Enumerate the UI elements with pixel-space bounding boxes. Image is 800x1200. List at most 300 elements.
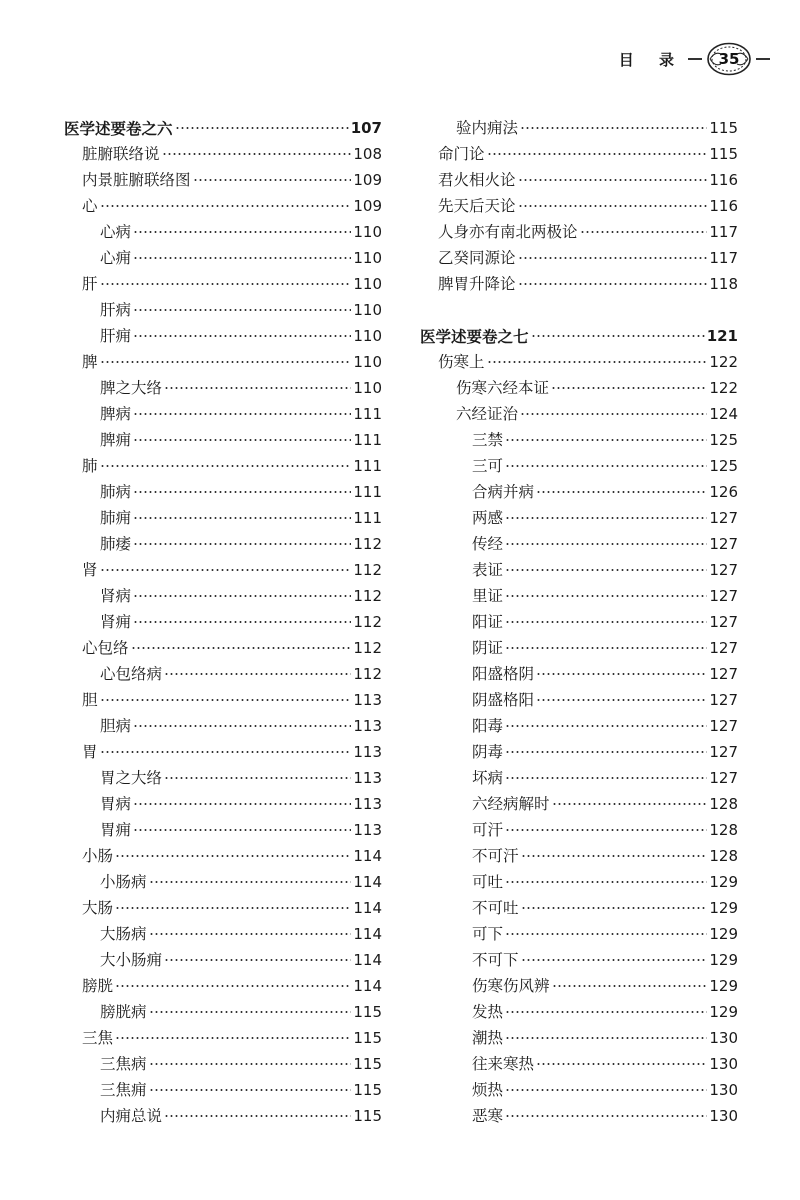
toc-page-number: 111 (353, 509, 382, 527)
toc-entry-title: 胃病 (100, 794, 132, 813)
toc-leader-dots (149, 879, 352, 885)
toc-entry-title: 伤寒六经本证 (456, 378, 550, 397)
toc-entry (420, 786, 738, 812)
toc-entry (64, 136, 382, 162)
toc-leader-dots (115, 905, 351, 911)
toc-entry (420, 838, 738, 864)
toc-entry (420, 968, 738, 994)
toc-entry (64, 916, 382, 942)
toc-entry (420, 1046, 738, 1072)
toc-page-number: 110 (353, 275, 382, 293)
toc-entry (420, 526, 738, 552)
toc-leader-dots (505, 463, 707, 469)
toc-entry-title: 脾 (82, 352, 98, 371)
toc-entry-title: 肾 (82, 560, 98, 579)
toc-leader-dots (505, 1009, 707, 1015)
toc-leader-dots (133, 515, 351, 521)
toc-entry (420, 370, 738, 396)
toc-entry (64, 448, 382, 474)
toc-entry (64, 318, 382, 344)
toc-entry (64, 708, 382, 734)
toc-entry-title: 君火相火论 (438, 170, 516, 189)
toc-entry-title: 伤寒上 (438, 352, 485, 371)
toc-page-number: 115 (709, 145, 738, 163)
toc-leader-dots (164, 775, 351, 781)
toc-entry-title: 脾胃升降论 (438, 274, 516, 293)
toc-leader-dots (133, 307, 351, 313)
toc-page-number: 126 (709, 483, 738, 501)
toc-entry-title: 胃痈 (100, 820, 132, 839)
toc-leader-dots (518, 281, 708, 287)
toc-leader-dots (133, 255, 351, 261)
toc-entry-title: 传经 (472, 534, 504, 553)
toc-entry (64, 214, 382, 240)
toc-page-number: 113 (353, 743, 382, 761)
toc-entry (420, 110, 738, 136)
toc-page-number: 111 (353, 483, 382, 501)
toc-entry-title: 三焦病 (100, 1054, 147, 1073)
toc-leader-dots (505, 437, 707, 443)
toc-page-number: 109 (353, 171, 382, 189)
toc-entry (420, 1098, 738, 1124)
toc-entry-title: 阴证 (472, 638, 504, 657)
toc-entry (420, 214, 738, 240)
toc-entry-title: 先天后天论 (438, 196, 516, 215)
toc-entry (420, 396, 738, 422)
toc-page-number: 111 (353, 405, 382, 423)
toc-entry (64, 682, 382, 708)
toc-spacer (420, 292, 738, 318)
toc-page-number: 110 (353, 249, 382, 267)
toc-entry-title: 里证 (472, 586, 504, 605)
toc-page-number: 127 (709, 769, 738, 787)
toc-leader-dots (133, 489, 351, 495)
toc-entry (64, 266, 382, 292)
toc-leader-dots (133, 541, 351, 547)
toc-page-number: 115 (353, 1003, 382, 1021)
toc-entry-title: 肾痈 (100, 612, 132, 631)
toc-entry-title: 肺痈 (100, 508, 132, 527)
toc-entry-title: 三焦 (82, 1028, 114, 1047)
toc-entry (64, 656, 382, 682)
toc-entry (420, 448, 738, 474)
toc-leader-dots (164, 1113, 351, 1119)
toc-entry-title: 阳毒 (472, 716, 504, 735)
toc-entry (420, 552, 738, 578)
toc-page-number: 129 (709, 977, 738, 995)
toc-page-number: 115 (353, 1081, 382, 1099)
toc-leader-dots (505, 723, 707, 729)
toc-page-number: 128 (709, 795, 738, 813)
toc-page-number: 113 (353, 769, 382, 787)
toc-entry-title: 不可汗 (472, 846, 519, 865)
toc-entry-title: 三焦痈 (100, 1080, 147, 1099)
toc-page-number: 112 (353, 665, 382, 683)
toc-page-number: 127 (709, 509, 738, 527)
toc-entry (420, 422, 738, 448)
toc-page-number: 113 (353, 691, 382, 709)
toc-entry (420, 890, 738, 916)
toc-entry-title: 三禁 (472, 430, 504, 449)
toc-entry (64, 604, 382, 630)
toc-entry (420, 344, 738, 370)
toc-leader-dots (100, 359, 352, 365)
toc-entry (420, 162, 738, 188)
toc-entry (64, 1072, 382, 1098)
toc-page-number: 118 (709, 275, 738, 293)
toc-page-number: 116 (709, 171, 738, 189)
page-header (619, 42, 770, 76)
toc-entry-title: 六经证治 (456, 404, 519, 423)
toc-page-number: 114 (353, 847, 382, 865)
toc-page-number: 129 (709, 899, 738, 917)
toc-entry-title: 脾痈 (100, 430, 132, 449)
toc-page-number: 110 (353, 301, 382, 319)
toc-entry (420, 812, 738, 838)
toc-page-number: 124 (709, 405, 738, 423)
toc-leader-dots (100, 567, 352, 573)
toc-page-number: 114 (353, 899, 382, 917)
toc-leader-dots (133, 723, 351, 729)
toc-entry-title: 心包络 (82, 638, 129, 657)
toc-entry (64, 838, 382, 864)
toc-entry-title: 小肠病 (100, 872, 147, 891)
toc-entry (64, 630, 382, 656)
toc-leader-dots (115, 983, 351, 989)
toc-page-number: 112 (353, 613, 382, 631)
toc-entry (420, 240, 738, 266)
toc-leader-dots (487, 359, 708, 365)
toc-page-number: 127 (709, 639, 738, 657)
toc-entry-title: 脾病 (100, 404, 132, 423)
toc-entry-title: 肝痈 (100, 326, 132, 345)
toc-entry-title: 肺 (82, 456, 98, 475)
toc-entry (420, 136, 738, 162)
toc-page-number: 127 (709, 691, 738, 709)
toc-leader-dots (536, 697, 707, 703)
toc-entry-title: 大肠病 (100, 924, 147, 943)
toc-leader-dots (505, 749, 707, 755)
toc-entry-title: 阴盛格阳 (472, 690, 535, 709)
toc-entry (64, 812, 382, 838)
toc-entry (64, 344, 382, 370)
toc-entry-title: 表证 (472, 560, 504, 579)
toc-leader-dots (100, 697, 352, 703)
toc-page-number: 115 (353, 1029, 382, 1047)
toc-entry (420, 916, 738, 942)
toc-entry-title: 阳盛格阴 (472, 664, 535, 683)
toc-page-number: 112 (353, 587, 382, 605)
toc-entry-title: 可汗 (472, 820, 504, 839)
toc-page-number: 114 (353, 977, 382, 995)
toc-entry (64, 162, 382, 188)
toc-page-number: 114 (353, 925, 382, 943)
toc-page-number: 121 (706, 327, 738, 345)
toc-page-number: 129 (709, 925, 738, 943)
toc-leader-dots (505, 593, 707, 599)
toc-entry (64, 760, 382, 786)
toc-entry (420, 682, 738, 708)
toc-entry (420, 500, 738, 526)
toc-entry (420, 578, 738, 604)
toc-page-number: 108 (353, 145, 382, 163)
toc-leader-dots (505, 567, 707, 573)
toc-entry-title: 大小肠痈 (100, 950, 163, 969)
toc-entry-title: 人身亦有南北两极论 (438, 222, 578, 241)
toc-page-number: 115 (709, 119, 738, 137)
toc-leader-dots (518, 177, 708, 183)
toc-entry-title: 命门论 (438, 144, 485, 163)
toc-page-number: 129 (709, 951, 738, 969)
toc-leader-dots (505, 1035, 707, 1041)
toc-entry (420, 942, 738, 968)
toc-entry (64, 422, 382, 448)
toc-entry-title: 不可吐 (472, 898, 519, 917)
toc-right-column (420, 110, 738, 1124)
toc-entry (420, 604, 738, 630)
toc-page-number: 127 (709, 561, 738, 579)
toc-entry-title: 心包络病 (100, 664, 163, 683)
toc-entry (64, 1098, 382, 1124)
toc-entry-title: 恶寒 (472, 1106, 504, 1125)
toc-leader-dots (149, 1009, 352, 1015)
toc-entry-title: 伤寒伤风辨 (472, 976, 550, 995)
toc-entry-title: 肺痿 (100, 534, 132, 553)
toc-leader-dots (505, 1113, 707, 1119)
toc-page-number: 130 (709, 1081, 738, 1099)
toc-page-number: 114 (353, 951, 382, 969)
toc-page-number: 113 (353, 717, 382, 735)
toc-page-number: 127 (709, 613, 738, 631)
toc-entry (420, 1020, 738, 1046)
toc-leader-dots (505, 879, 707, 885)
toc-leader-dots (487, 151, 708, 157)
toc-leader-dots (100, 463, 352, 469)
toc-entry-title: 不可下 (472, 950, 519, 969)
toc-entry (420, 188, 738, 214)
toc-entry (64, 994, 382, 1020)
toc-leader-dots (133, 801, 351, 807)
toc-entry-title: 烦热 (472, 1080, 504, 1099)
toc-leader-dots (133, 437, 351, 443)
toc-entry (64, 188, 382, 214)
toc-entry-title: 膀胱 (82, 976, 114, 995)
toc-page-number: 130 (709, 1107, 738, 1125)
header-rule-left (688, 58, 702, 60)
toc-entry-title: 可吐 (472, 872, 504, 891)
toc-leader-dots (536, 1061, 707, 1067)
toc-page-number: 115 (353, 1055, 382, 1073)
toc-entry (64, 500, 382, 526)
toc-entry (420, 708, 738, 734)
toc-leader-dots (164, 385, 351, 391)
header-title: 目 录 (618, 50, 684, 69)
toc-entry-title: 脾之大络 (100, 378, 163, 397)
toc-page-number: 125 (709, 457, 738, 475)
toc-entry-title: 合病并病 (472, 482, 535, 501)
toc-entry-title: 心 (82, 196, 98, 215)
toc-leader-dots (149, 1061, 352, 1067)
toc-leader-dots (580, 229, 708, 235)
toc-entry (64, 552, 382, 578)
toc-entry (420, 994, 738, 1020)
toc-leader-dots (531, 333, 705, 339)
toc-page-number: 130 (709, 1029, 738, 1047)
toc-page-number: 113 (353, 795, 382, 813)
toc-leader-dots (133, 619, 351, 625)
toc-leader-dots (133, 593, 351, 599)
toc-volume-heading (420, 318, 738, 344)
toc-leader-dots (164, 671, 351, 677)
toc-leader-dots (100, 203, 352, 209)
toc-entry-title: 胆病 (100, 716, 132, 735)
toc-page-number: 117 (709, 223, 738, 241)
toc-page-number: 110 (353, 327, 382, 345)
toc-entry (64, 942, 382, 968)
toc-entry (64, 1020, 382, 1046)
toc-entry (420, 864, 738, 890)
toc-entry-title: 两感 (472, 508, 504, 527)
toc-entry-title: 三可 (472, 456, 504, 475)
toc-leader-dots (149, 1087, 352, 1093)
toc-entry (64, 734, 382, 760)
toc-page-number: 127 (709, 717, 738, 735)
toc-leader-dots (162, 151, 352, 157)
toc-page-number: 127 (709, 743, 738, 761)
toc-page-number: 125 (709, 431, 738, 449)
toc-entry-title: 内景脏腑联络图 (82, 170, 191, 189)
toc-entry-title: 胃之大络 (100, 768, 163, 787)
toc-leader-dots (505, 619, 707, 625)
toc-leader-dots (131, 645, 352, 651)
toc-page-number: 128 (709, 847, 738, 865)
toc-leader-dots (505, 515, 707, 521)
toc-entry (420, 760, 738, 786)
toc-entry-title: 可下 (472, 924, 504, 943)
toc-page-number: 129 (709, 873, 738, 891)
toc-page-number: 113 (353, 821, 382, 839)
toc-leader-dots (115, 853, 351, 859)
toc-leader-dots (551, 385, 707, 391)
toc-leader-dots (505, 1087, 707, 1093)
toc-entry (420, 656, 738, 682)
toc-entry-title: 坏病 (472, 768, 504, 787)
toc-leader-dots (536, 671, 707, 677)
toc-entry-title: 往来寒热 (472, 1054, 535, 1073)
toc-entry (64, 292, 382, 318)
toc-page-number: 112 (353, 639, 382, 657)
toc-entry-title: 乙癸同源论 (438, 248, 516, 267)
toc-leader-dots (521, 957, 708, 963)
toc-leader-dots (100, 281, 352, 287)
toc-page-number: 130 (709, 1055, 738, 1073)
toc-entry (420, 474, 738, 500)
toc-page-number: 115 (353, 1107, 382, 1125)
toc-entry-title: 六经病解时 (472, 794, 550, 813)
toc-page-number: 127 (709, 535, 738, 553)
header-rule-right (756, 58, 770, 60)
toc-entry-title: 肝病 (100, 300, 132, 319)
toc-leader-dots (100, 749, 352, 755)
toc-leader-dots (505, 931, 707, 937)
toc-leader-dots (520, 411, 707, 417)
toc-leader-dots (175, 125, 349, 131)
toc-page-number: 111 (353, 457, 382, 475)
toc-page-number: 111 (353, 431, 382, 449)
toc-entry-title: 胃 (82, 742, 98, 761)
toc-entry (64, 474, 382, 500)
toc-entry (64, 968, 382, 994)
toc-entry-title: 胆 (82, 690, 98, 709)
toc-leader-dots (518, 255, 708, 261)
page-number: 35 (718, 50, 740, 68)
toc-entry (64, 864, 382, 890)
toc-page-number: 110 (353, 223, 382, 241)
toc-leader-dots (133, 827, 351, 833)
toc-left-column (64, 110, 382, 1124)
toc-leader-dots (552, 983, 708, 989)
toc-page-number: 112 (353, 561, 382, 579)
toc-entry (64, 396, 382, 422)
toc-leader-dots (149, 931, 352, 937)
toc-page-number: 127 (709, 665, 738, 683)
toc-leader-dots (505, 645, 707, 651)
toc-leader-dots (521, 905, 708, 911)
toc-entry (420, 630, 738, 656)
toc-leader-dots (520, 125, 707, 131)
toc-page-number: 122 (709, 379, 738, 397)
toc-entry (64, 786, 382, 812)
toc-page-number: 114 (353, 873, 382, 891)
toc-entry (420, 1072, 738, 1098)
page-number-badge (706, 42, 752, 76)
toc-leader-dots (518, 203, 708, 209)
toc-entry (420, 266, 738, 292)
toc-entry (64, 578, 382, 604)
toc-page-number: 116 (709, 197, 738, 215)
toc-leader-dots (115, 1035, 351, 1041)
toc-leader-dots (133, 229, 351, 235)
toc-entry (64, 890, 382, 916)
toc-page-number: 128 (709, 821, 738, 839)
toc-entry-title: 膀胱病 (100, 1002, 147, 1021)
toc-leader-dots (521, 853, 708, 859)
toc-entry-title: 医学述要卷之七 (420, 326, 529, 346)
toc-entry-title: 肾病 (100, 586, 132, 605)
toc-leader-dots (133, 411, 351, 417)
toc-leader-dots (552, 801, 708, 807)
toc-leader-dots (505, 541, 707, 547)
toc-entry-title: 潮热 (472, 1028, 504, 1047)
toc-page-number: 112 (353, 535, 382, 553)
toc-page-number: 109 (353, 197, 382, 215)
toc-leader-dots (505, 827, 707, 833)
toc-leader-dots (164, 957, 351, 963)
toc-leader-dots (505, 775, 707, 781)
toc-leader-dots (193, 177, 352, 183)
toc-entry-title: 发热 (472, 1002, 504, 1021)
toc-page-number: 110 (353, 379, 382, 397)
toc-entry-title: 阴毒 (472, 742, 504, 761)
toc-entry-title: 验内痈法 (456, 118, 519, 137)
toc-page-number: 107 (350, 119, 382, 137)
toc-entry (420, 734, 738, 760)
toc-leader-dots (133, 333, 351, 339)
toc-entry-title: 脏腑联络说 (82, 144, 160, 163)
toc-entry-title: 心病 (100, 222, 132, 241)
toc-volume-heading (64, 110, 382, 136)
toc-page-number: 117 (709, 249, 738, 267)
